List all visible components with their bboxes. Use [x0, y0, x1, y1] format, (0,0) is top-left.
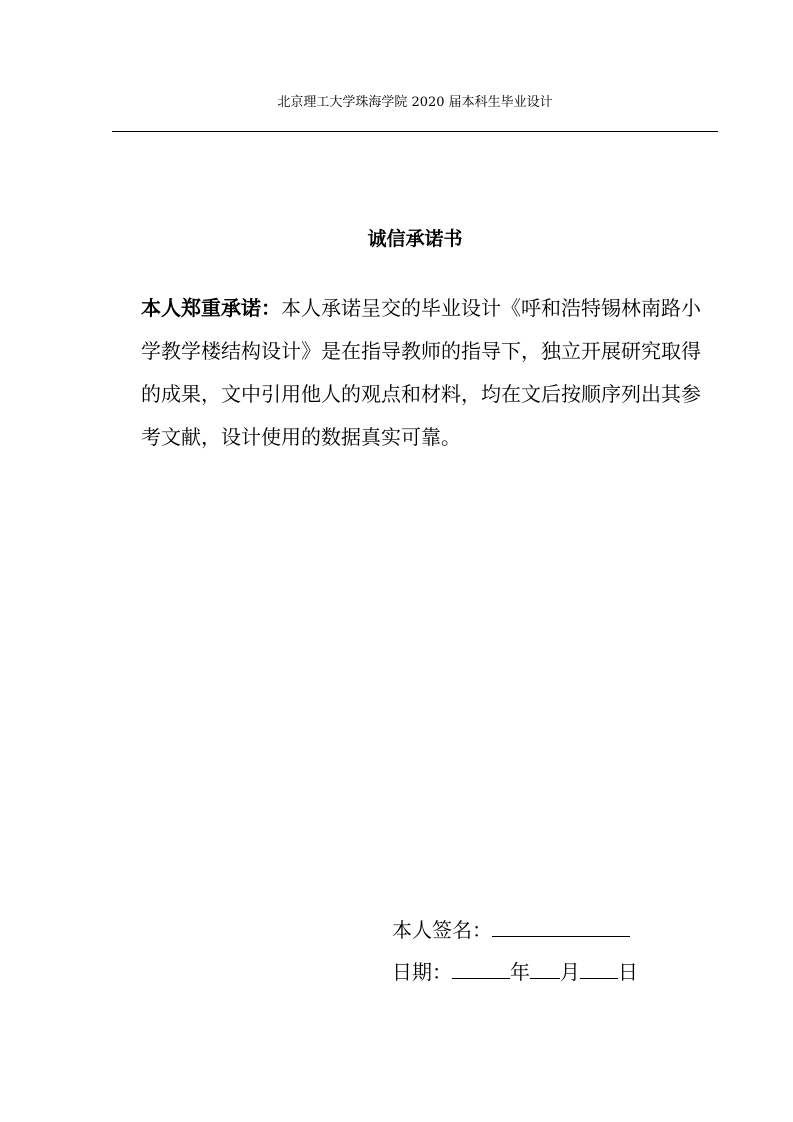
pledge-paragraph — [141, 287, 701, 459]
signature-date-line — [392, 958, 638, 985]
signature-day-blank — [580, 958, 618, 979]
signature-date-label: 日期： — [392, 960, 452, 984]
signature-year-blank — [452, 958, 510, 979]
page-title: 诚信承诺书 — [367, 228, 463, 250]
signature-year-label: 年 — [510, 960, 530, 984]
pledge-lead: 本人郑重承诺： — [141, 296, 281, 320]
page-header — [112, 93, 718, 113]
signature-name-line — [392, 916, 630, 943]
pledge-body: 本人承诺呈交的毕业设计《呼和浩特锡林南路小学教学楼结构设计》是在指导教师的指导下，独立开展研究取得的成果，文中引用他人的观点和材料，均在文后按顺序列出其参考文献，设计使用的数据真实可靠。 — [141, 296, 701, 449]
signature-month-blank — [530, 958, 560, 979]
signature-name-label: 本人签名： — [392, 918, 492, 942]
signature-name-blank — [492, 916, 630, 937]
header-divider — [112, 131, 718, 132]
page-header-text: 北京理工大学珠海学院 2020 届本科生毕业设计 — [277, 95, 553, 110]
signature-month-label: 月 — [560, 960, 580, 984]
signature-day-label: 日 — [618, 960, 638, 984]
